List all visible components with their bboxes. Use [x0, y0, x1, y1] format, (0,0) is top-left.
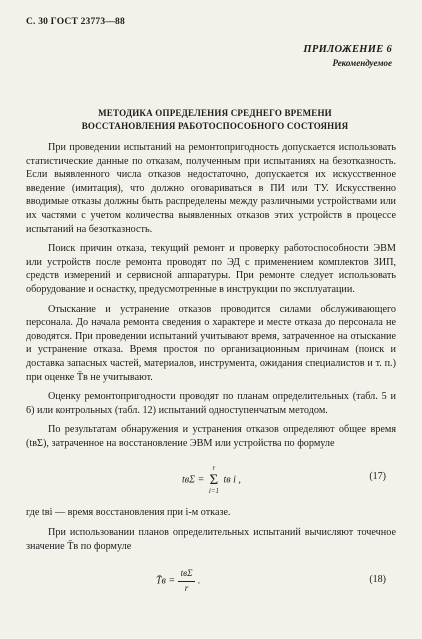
sum-lower-limit: i=1 [208, 487, 219, 496]
formula-18-expression [156, 567, 200, 595]
title-line-2: ВОССТАНОВЛЕНИЯ РАБОТОСПОСОБНОГО СОСТОЯНИЯ [81, 121, 349, 131]
paragraph-4: Оценку ремонтопригодности проводят по планам определительных (табл. 5 и 6) или контрольных (табл. 12) испытаний одноступенчатым методом. [26, 391, 396, 416]
paragraph-plans: При использовании планов определительных испытаний вычисляют точечное значение T̄в по формуле [26, 527, 396, 552]
sum-symbol [209, 464, 219, 496]
paragraph-5: По результатам обнаружения и устранения отказов определяют общее время (tвΣ), затраченное на восстановление ЭВМ или устройства по формуле [26, 424, 396, 449]
fraction-numerator: tвΣ [178, 567, 196, 582]
paragraph-2: Поиск причин отказа, текущий ремонт и проверку работоспособности ЭВМ или устройств после ремонта проводят по ЭД с применением комплектов ЗИП, средств измерений и сервисной аппаратуры. При ремонте следует использовать оборудование и оснастку, предусмотренные в инструкции по эксплуатации. [26, 243, 396, 295]
formula-17-expression [182, 464, 241, 496]
section-title [40, 107, 390, 133]
formula-17-term: tв i , [223, 474, 241, 486]
formula-17 [26, 458, 396, 496]
paragraph-3: Отыскание и устранение отказов проводится силами обслуживающего персонала. До начала ремонта сведения о характере и месте отказа до персонала не доводятся. При проведении испытаний учитывают время, затраченное на отыскание и устранение отказа. Время простоя по организационным причинам (поиск и доставка запасных частей, материалов, инструмента, ожидания специалистов и т. п.) при оценке T̄в не учитывают. [26, 303, 396, 383]
formula-17-lhs: tвΣ = [182, 474, 207, 486]
sigma-glyph: Σ [209, 472, 219, 489]
page-header: С. 30 ГОСТ 23773—88 [26, 17, 125, 27]
formula-18-number: (18) [369, 574, 386, 586]
document-body [26, 141, 396, 609]
title-line-1: МЕТОДИКА ОПРЕДЕЛЕНИЯ СРЕДНЕГО ВРЕМЕНИ [98, 108, 332, 118]
appendix-block [303, 44, 392, 68]
appendix-note: Рекомендуемое [332, 58, 392, 68]
formula-18-tail: . [197, 575, 201, 587]
sum-upper-limit: r [212, 464, 216, 473]
formula-17-number: (17) [369, 471, 386, 483]
fraction-denominator: r [184, 582, 189, 593]
formula-18-fraction [178, 567, 196, 595]
paragraph-1: При проведении испытаний на ремонтопригодность допускается использовать статистические данные по отказам, полученным при испытаниях на безотказность. Если выявленного числа отказов недостаточно, допускается их искусственное введение (имитация), что должно оговариваться в ПИ или ТУ. Искусственно вводимые отказы должны быть распределены между различными устройствами или их частями с учетом количества выявленных отказов этих устройств в процессе испытаний на безотказность. [26, 142, 396, 235]
formula-18 [26, 561, 396, 599]
formula-17-explanation: где tвi — время восстановления при i-м отказе. [26, 507, 231, 519]
formula-18-lhs: T̄в = [156, 575, 178, 587]
appendix-label: ПРИЛОЖЕНИЕ 6 [303, 44, 392, 55]
